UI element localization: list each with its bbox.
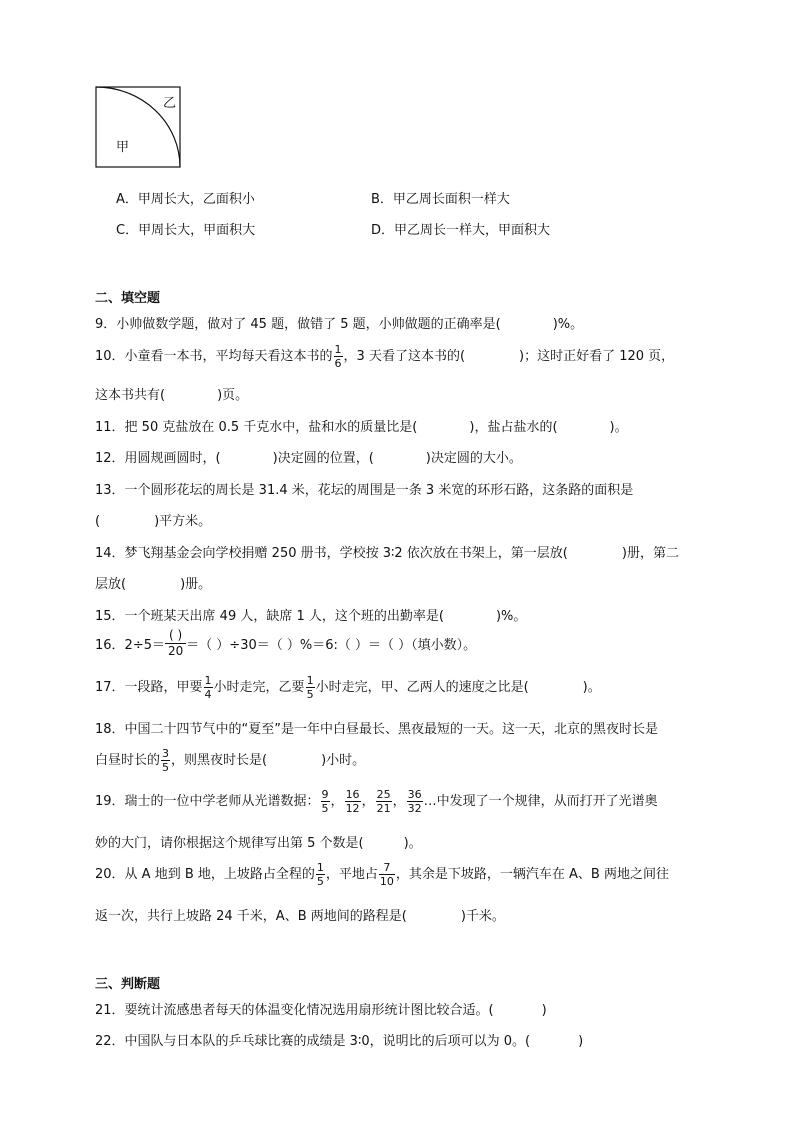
q19-fraction-3: $\frac{25}{21}$ (376, 788, 391, 815)
q10-text-c: )；这时正好看了 120 页， (519, 349, 675, 364)
q19-fraction-1: $\frac{9}{5}$ (321, 788, 329, 815)
question-20-line2 (95, 905, 505, 924)
question-14-line2 (95, 573, 211, 592)
q19-line2-end: )。 (403, 836, 422, 851)
q20-text: 20．从 A 地到 B 地，上坡路占全程的 (95, 867, 315, 882)
q10-line2-end: )页。 (217, 388, 249, 403)
question-18-line2 (95, 747, 365, 774)
question-10 (95, 343, 674, 370)
q22-text: 22．中国队与日本队的乒乓球比赛的成绩是 3∶0，说明比的后项可以为 0。( (95, 1034, 531, 1049)
option-d[interactable]: D．甲乙周长一样大，甲面积大 (371, 223, 551, 238)
q17-text-c: 小时走完，甲、乙两人的速度之比是( (315, 680, 529, 695)
q21-text-end: ) (541, 1003, 547, 1018)
q13-line2-end: )平方米。 (154, 514, 212, 529)
q10-fraction: $\frac{1}{6}$ (334, 343, 342, 370)
q17-fraction-2: $\frac{1}{5}$ (306, 674, 314, 701)
q20-text-b: ，平地占 (325, 867, 378, 882)
q15-text-end: )%。 (495, 609, 527, 624)
option-a[interactable]: A．甲周长大，乙面积小 (116, 192, 255, 207)
q11-text: 11．把 50 克盐放在 0.5 千克水中，盐和水的质量比是( (95, 420, 418, 435)
q20-line2-end: )千米。 (460, 909, 505, 924)
q16-text-b: ＝（ ）÷30＝（ ）%＝6:（ ）＝（ ）（填小数）。 (186, 638, 477, 653)
question-19: 19．瑞士的一位中学老师从光谱数据： $\frac{9}{5}$ ， $\frac{16}{12}$ ， $\frac{25}{21}$ ， $\frac{36}{32}$ …中发现了一个规律，从而打开了光谱奥 (95, 788, 658, 815)
q17-text-d: )。 (582, 680, 601, 695)
q14-text-b: )册，第二 (621, 546, 679, 561)
q12-text-c: )决定圆的大小。 (425, 451, 522, 466)
q21-text: 21．要统计流感患者每天的体温变化情况选用扇形统计图比较合适。( (95, 1003, 494, 1018)
question-14 (95, 542, 679, 561)
q19-fraction-4: $\frac{36}{32}$ (407, 788, 422, 815)
q19-line2-text: 妙的大门，请你根据这个规律写出第 5 个数是( (95, 836, 364, 851)
figure-label-jia: 甲 (116, 140, 130, 155)
question-21 (95, 999, 547, 1018)
figure-label-yi: 乙 (163, 96, 177, 111)
question-20 (95, 861, 669, 888)
q11-text-c: )。 (609, 420, 628, 435)
question-22 (95, 1030, 583, 1049)
q19-text-b: …中发现了一个规律，从而打开了光谱奥 (423, 794, 658, 809)
q17-fraction-1: $\frac{1}{4}$ (204, 674, 212, 701)
question-18: 18．中国二十四节气中的“夏至”是一年中白昼最长、黑夜最短的一天。这一天，北京的黑夜时长是 (95, 722, 659, 737)
q19-text: 19．瑞士的一位中学老师从光谱数据： (95, 794, 320, 809)
q17-text-b: 小时走完，乙要 (213, 680, 305, 695)
question-15 (95, 605, 526, 624)
question-9 (95, 313, 583, 332)
q16-text: 16．2÷5＝ (95, 638, 165, 653)
question-16 (95, 628, 476, 659)
q15-text: 15．一个班某天出席 49 人，缺席 1 人，这个班的出勤率是( (95, 609, 444, 624)
q14-text: 14．梦飞翔基金会向学校捐赠 250 册书，学校按 3∶2 依次放在书架上，第一层放( (95, 546, 568, 561)
question-11 (95, 416, 628, 435)
question-19-line2 (95, 832, 422, 851)
q10-text-b: ，3 天看了这本书的( (343, 349, 466, 364)
question-13: 13．一个圆形花坛的周长是 31.4 米，花坛的周围是一条 3 米宽的环形石路，这条路的面积是 (95, 483, 634, 498)
q22-text-end: ) (578, 1034, 584, 1049)
question-12 (95, 447, 522, 466)
section-title-fill-blank: 二、填空题 (95, 291, 161, 306)
q9-text-end: )%。 (552, 317, 584, 332)
q14-line2-text: 层放( (95, 577, 127, 592)
q12-text: 12．用圆规画圆时，( (95, 451, 221, 466)
q11-text-b: )，盐占盐水的( (469, 420, 558, 435)
question-13-line2 (95, 510, 211, 529)
option-b[interactable]: B．甲乙周长面积一样大 (371, 192, 510, 207)
q16-fraction[interactable]: $\frac{( )}{20}$ (165, 628, 186, 659)
q18-line2-text-b: ，则黑夜时长是( (171, 753, 268, 768)
question-10-line2 (95, 384, 248, 403)
q19-fraction-2: $\frac{16}{12}$ (345, 788, 360, 815)
section-title-judgement: 三、判断题 (95, 977, 161, 992)
q14-line2-end: )册。 (180, 577, 212, 592)
q20-fraction-1: $\frac{1}{5}$ (316, 861, 324, 888)
q17-text: 17．一段路，甲要 (95, 680, 203, 695)
q12-text-b: )决定圆的位置，( (272, 451, 374, 466)
question-17 (95, 674, 601, 701)
option-c[interactable]: C．甲周长大，甲面积大 (116, 223, 256, 238)
q13-line2-text: ( (95, 514, 101, 529)
q10-text: 10．小童看一本书，平均每天看这本书的 (95, 349, 333, 364)
q20-line2-text: 返一次，共行上坡路 24 千米，A、B 两地间的路程是( (95, 909, 407, 924)
q18-line2-text: 白昼时长的 (95, 753, 161, 768)
q10-line2-text: 这本书共有( (95, 388, 166, 403)
q20-text-c: ，其余是下坡路，一辆汽车在 A、B 两地之间往 (395, 867, 669, 882)
q18-line2-end: )小时。 (321, 753, 366, 768)
q9-text: 9．小帅做数学题，做对了 45 题，做错了 5 题，小帅做题的正确率是( (95, 317, 501, 332)
q18-fraction: $\frac{3}{5}$ (162, 747, 170, 774)
q20-fraction-2: $\frac{7}{10}$ (379, 861, 394, 888)
